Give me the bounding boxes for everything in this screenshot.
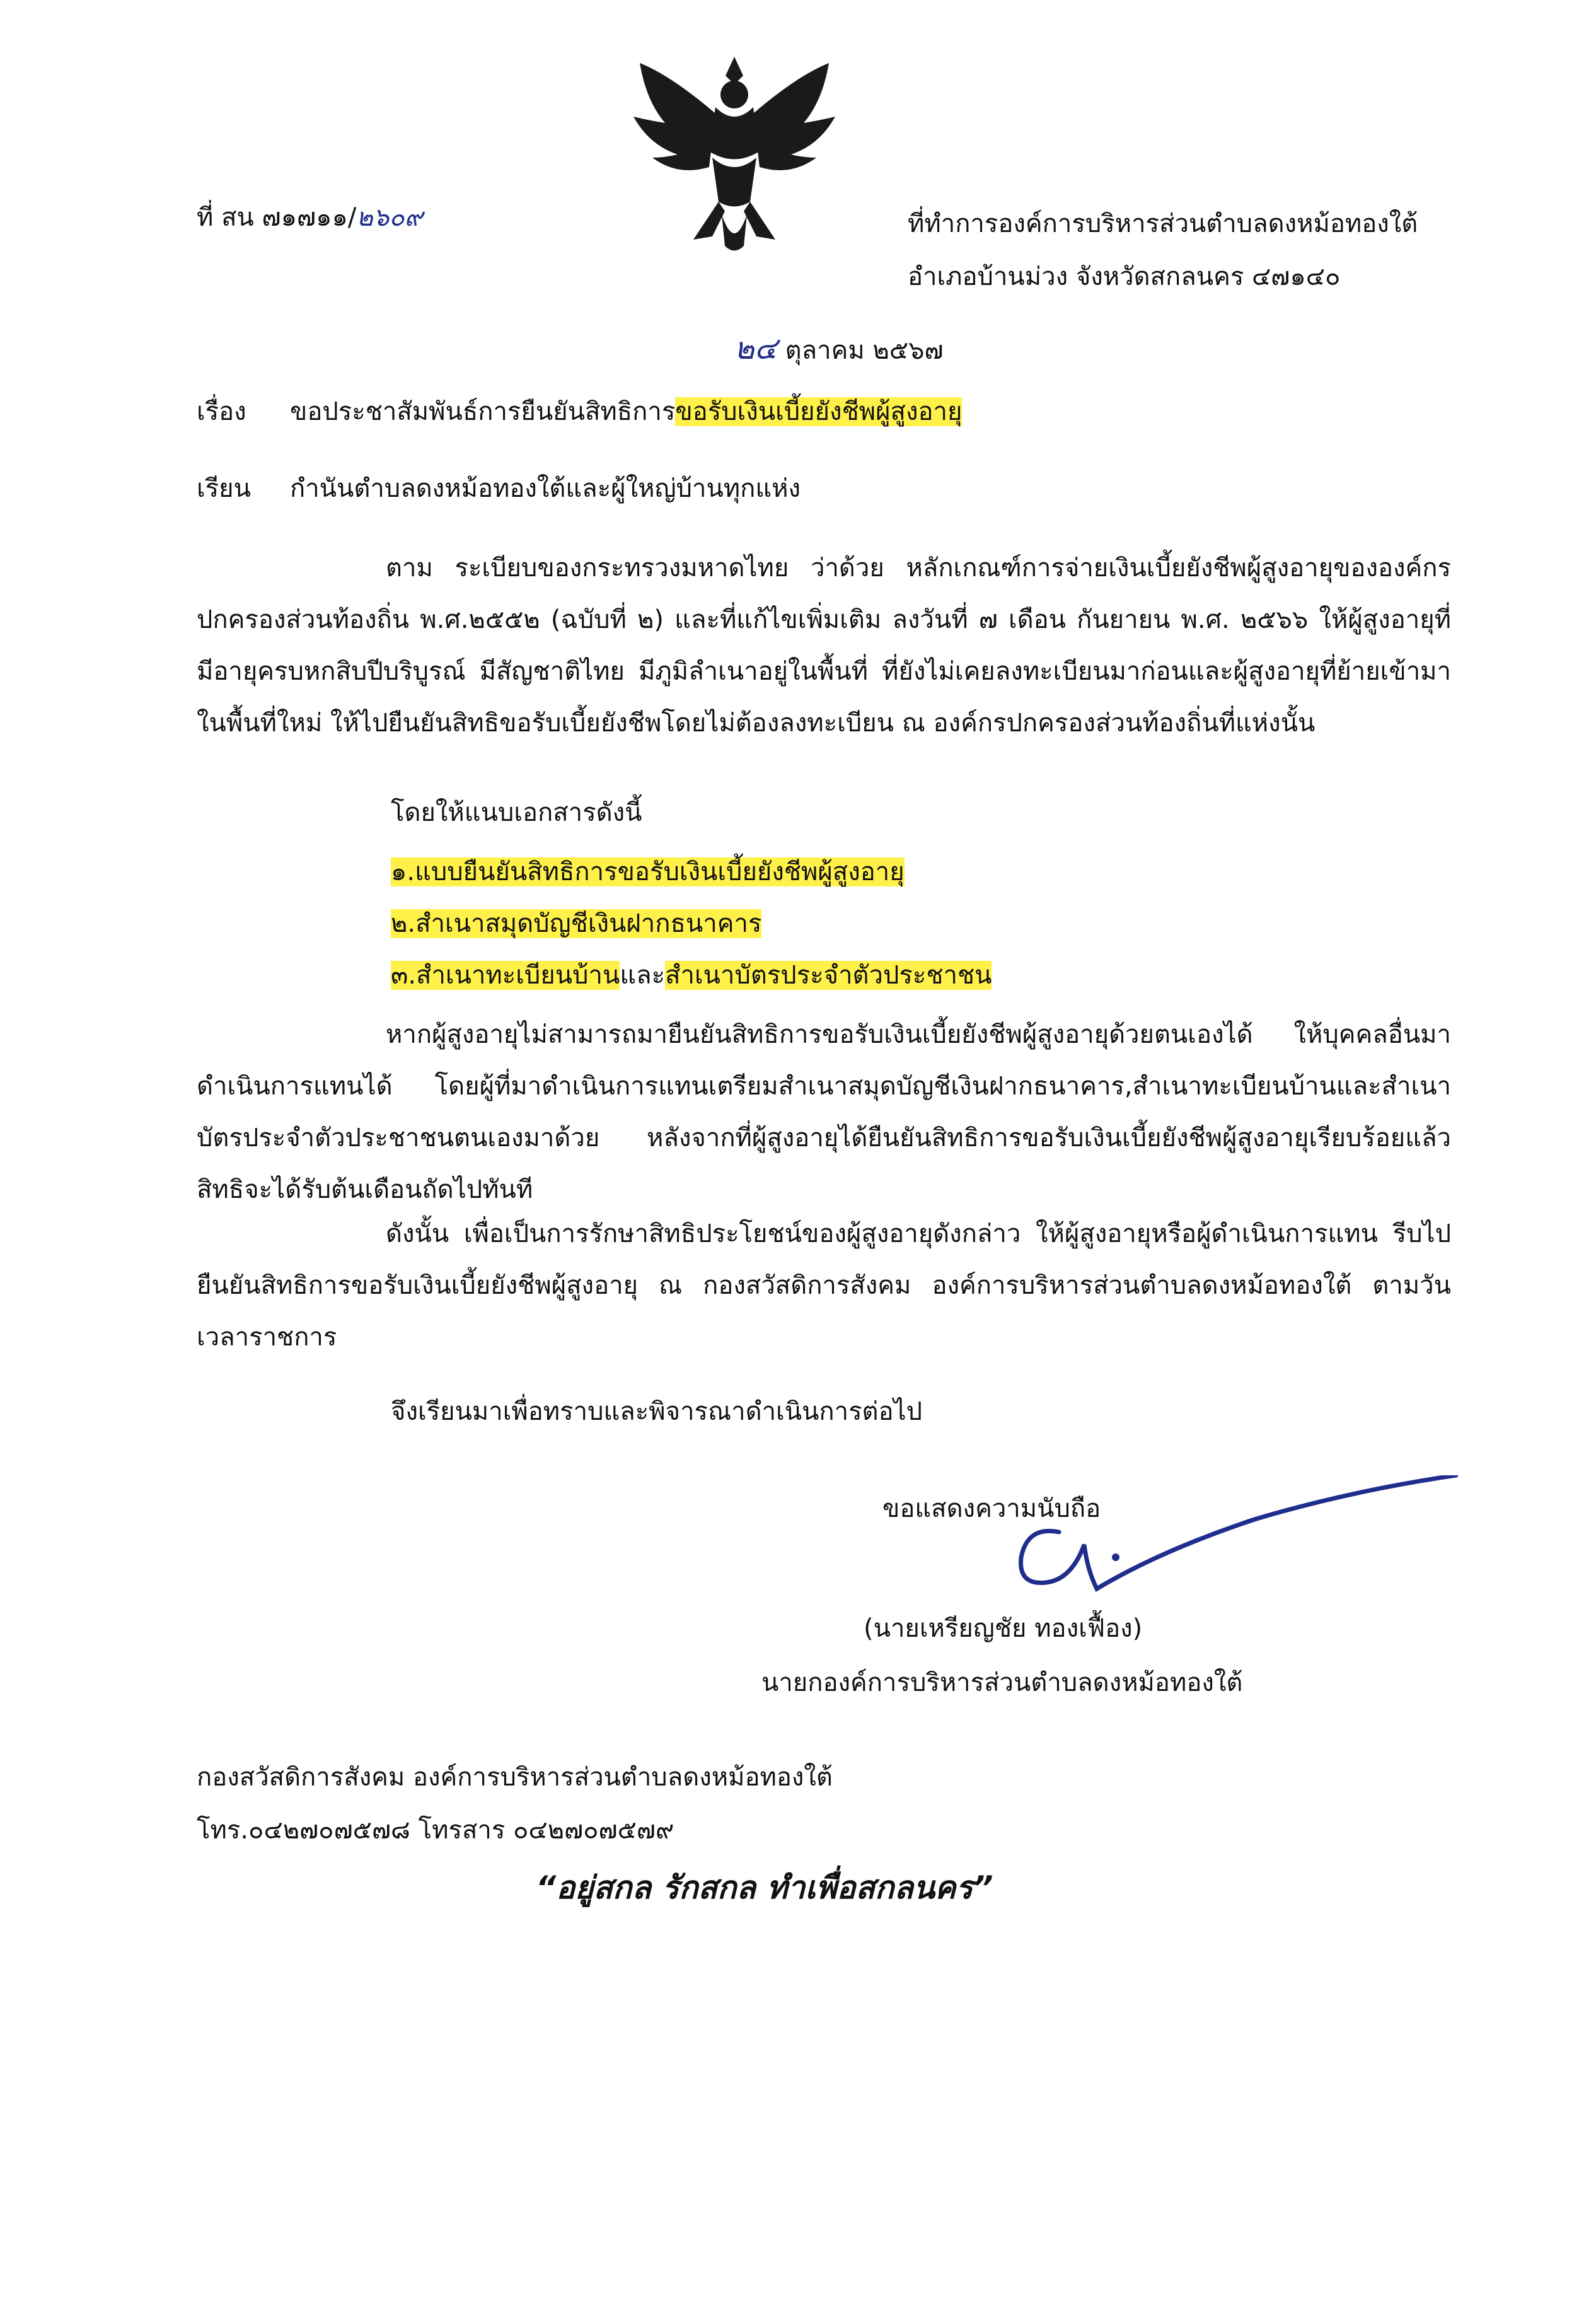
attachment-item-3 [391,957,992,994]
footer-department: กองสวัสดิการสังคม องค์การบริหารส่วนตำบลดงหม้อทองใต้ [197,1763,833,1792]
reference-prefix: ที่ สน ๗๑๗๑๑/ [197,203,357,232]
subject-line [290,393,962,430]
attachment-item-2 [391,905,761,942]
footer-contact: โทร.๐๔๒๗๐๗๕๗๘ โทรสาร ๐๔๒๗๐๗๕๗๙ [197,1816,674,1845]
body-paragraph-3 [197,1208,1451,1363]
body-paragraph-1 [197,542,1451,749]
office-address-line2: อำเภอบ้านม่วง จังหวัดสกลนคร ๔๗๑๔๐ [908,262,1341,291]
body-paragraph-3-text: ดังนั้น เพื่อเป็นการรักษาสิทธิประโยชน์ของผู้สูงอายุดังกล่าว ให้ผู้สูงอายุหรือผู้ดำเนินการแทน รีบไปยืนยันสิทธิการขอรับเงินเบี้ยยังชีพผู้สูงอายุ ณ กองสวัสดิการสังคม องค์การบริหารส่วนตำบลดงหม้อทองใต้ ตามวัน เวลาราชการ [197,1219,1451,1352]
garuda-emblem-icon [621,50,848,265]
subject-highlight: ขอรับเงินเบี้ยยังชีพผู้สูงอายุ [675,397,963,426]
letter-date [734,330,944,369]
attachment-item-3-highlight: สำเนาบัตรประจำตัวประชาชน [665,961,992,990]
regards-line: ขอแสดงความนับถือ [882,1494,1101,1523]
recipient-text: กำนันตำบลดงหม้อทองใต้และผู้ใหญ่บ้านทุกแห่ง [290,474,801,503]
date-day-handwritten: ๒๔ [734,331,777,366]
footer-slogan: “อยู่สกล รักสกล ทำเพื่อสกลนคร” [536,1869,993,1906]
closing-line: จึงเรียนมาเพื่อทราบและพิจารณาดำเนินการต่อไป [391,1397,923,1426]
attachment-intro: โดยให้แนบเอกสารดังนี้ [391,798,642,827]
attachment-item-3-join: และ [620,961,666,990]
subject-label: เรื่อง [197,397,246,426]
body-paragraph-2 [197,1009,1451,1216]
date-month-year: ตุลาคม ๒๕๖๗ [777,336,944,365]
office-address-line1: ที่ทำการองค์การบริหารส่วนตำบลดงหม้อทองใต้ [908,209,1418,238]
attachment-item-3-text: ๓.สำเนาทะเบียนบ้าน [391,961,620,990]
handwritten-signature [958,1475,1475,1620]
reference-handwritten: ๒๖๐๙ [356,203,423,232]
signatory-name: (นายเหรียญชัย ทองเฟื้อง) [864,1614,1143,1643]
recipient-label: เรียน [197,474,251,503]
body-paragraph-2-text: หากผู้สูงอายุไม่สามารถมายืนยันสิทธิการขอรับเงินเบี้ยยังชีพผู้สูงอายุด้วยตนเองได้ ให้บุคคลอื่นมาดำเนินการแทนได้ โดยผู้ที่มาดำเนินการแทนเตรียมสำเนาสมุดบัญชีเงินฝากธนาคาร,สำเนาทะเบียนบ้านและสำเนาบัตรประจำตัวประชาชนตนเองมาด้วย หลังจากที่ผู้สูงอายุได้ยืนยันสิทธิการขอรับเงินเบี้ยยังชีพผู้สูงอายุเรียบร้อยแล้ว สิทธิจะได้รับต้นเดือนถัดไปทันที [197,1020,1451,1204]
attachment-item-1 [391,854,905,890]
signatory-position: นายกองค์การบริหารส่วนตำบลดงหม้อทองใต้ [761,1668,1243,1697]
attachment-item-2-text: ๒.สำเนาสมุดบัญชีเงินฝากธนาคาร [391,909,762,938]
subject-text: ขอประชาสัมพันธ์การยืนยันสิทธิการ [290,397,676,426]
body-paragraph-1-text: ตาม ระเบียบของกระทรวงมหาดไทย ว่าด้วย หลักเกณฑ์การจ่ายเงินเบี้ยยังชีพผู้สูงอายุขององค์กรปกครองส่วนท้องถิ่น พ.ศ.๒๕๕๒ (ฉบับที่ ๒) และที่แก้ไขเพิ่มเติม ลงวันที่ ๗ เดือน กันยายน พ.ศ. ๒๕๖๖ ให้ผู้สูงอายุที่มีอายุครบหกสิบปีบริบูรณ์ มีสัญชาติไทย มีภูมิลำเนาอยู่ในพื้นที่ ที่ยังไม่เคยลงทะเบียนมาก่อนและผู้สูงอายุที่ย้ายเข้ามาในพื้นที่ใหม่ ให้ไปยืนยันสิทธิขอรับเบี้ยยังชีพโดยไม่ต้องลงทะเบียน ณ องค์กรปกครองส่วนท้องถิ่นที่แห่งนั้น [197,554,1452,738]
attachment-item-1-text: ๑.แบบยืนยันสิทธิการขอรับเงินเบี้ยยังชีพผู้สูงอายุ [391,857,905,886]
reference-number [197,199,423,236]
